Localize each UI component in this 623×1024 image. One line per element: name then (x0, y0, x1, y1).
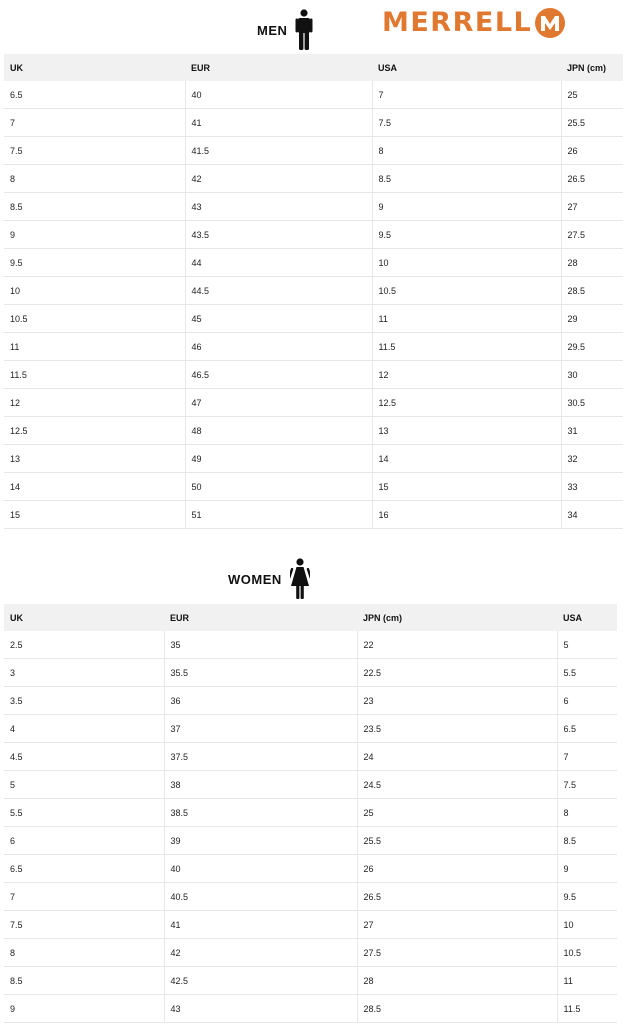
men-table-cell: 6.5 (4, 81, 185, 109)
men-table-cell: 11.5 (4, 361, 185, 389)
men-size-table (4, 54, 623, 529)
women-table-cell: 8 (557, 799, 617, 827)
women-table-row (4, 911, 617, 939)
men-table-row (4, 501, 623, 529)
men-header-row (4, 54, 623, 81)
men-table-cell: 10.5 (372, 277, 561, 305)
men-table-cell: 41.5 (185, 137, 372, 165)
men-table-cell: 13 (4, 445, 185, 473)
men-col-usa: USA (372, 54, 561, 81)
women-table-cell: 38 (164, 771, 357, 799)
women-table-cell: 23.5 (357, 715, 557, 743)
women-table-cell: 6.5 (557, 715, 617, 743)
merrell-logo (382, 6, 565, 40)
women-table-cell: 24 (357, 743, 557, 771)
women-table-cell: 6 (4, 827, 164, 855)
men-table-row (4, 417, 623, 445)
man-figure-icon (295, 9, 313, 51)
women-table-cell: 27.5 (357, 939, 557, 967)
men-table-cell: 10 (372, 249, 561, 277)
men-col-eur: EUR (185, 54, 372, 81)
women-table-cell: 11 (557, 967, 617, 995)
men-table-cell: 16 (372, 501, 561, 529)
men-table-cell: 30 (561, 361, 623, 389)
women-table-cell: 37.5 (164, 743, 357, 771)
women-table-cell: 43 (164, 995, 357, 1023)
men-table-cell: 31 (561, 417, 623, 445)
men-table-row (4, 221, 623, 249)
women-table-cell: 39 (164, 827, 357, 855)
women-section-header (228, 558, 310, 600)
men-table-cell: 11.5 (372, 333, 561, 361)
men-table-cell: 44.5 (185, 277, 372, 305)
women-table-cell: 24.5 (357, 771, 557, 799)
men-table-cell: 7.5 (4, 137, 185, 165)
women-table-cell: 9.5 (557, 883, 617, 911)
men-table-row (4, 109, 623, 137)
women-table-cell: 35.5 (164, 659, 357, 687)
women-table-cell: 7.5 (4, 911, 164, 939)
women-size-table (4, 604, 617, 1023)
women-table-cell: 6 (557, 687, 617, 715)
men-table-cell: 7 (372, 81, 561, 109)
women-table-cell: 26 (357, 855, 557, 883)
men-table-cell: 11 (372, 305, 561, 333)
women-table-cell: 28 (357, 967, 557, 995)
men-table-row (4, 305, 623, 333)
men-table-cell: 27 (561, 193, 623, 221)
women-header-row (4, 604, 617, 631)
women-table-row (4, 743, 617, 771)
men-table-row (4, 193, 623, 221)
men-table-cell: 46 (185, 333, 372, 361)
women-table-cell: 42 (164, 939, 357, 967)
men-table-cell: 9 (4, 221, 185, 249)
men-table-cell: 14 (372, 445, 561, 473)
men-table-cell: 33 (561, 473, 623, 501)
women-table-cell: 42.5 (164, 967, 357, 995)
women-table-cell: 8 (4, 939, 164, 967)
men-table-cell: 12 (372, 361, 561, 389)
women-table-cell: 7 (4, 883, 164, 911)
women-col-usa: USA (557, 604, 617, 631)
women-table-cell: 9 (4, 995, 164, 1023)
women-table-cell: 5.5 (4, 799, 164, 827)
men-table-cell: 11 (4, 333, 185, 361)
men-table-cell: 8 (372, 137, 561, 165)
women-table-cell: 5 (557, 631, 617, 659)
men-table-cell: 49 (185, 445, 372, 473)
men-table-cell: 26 (561, 137, 623, 165)
women-table-cell: 28.5 (357, 995, 557, 1023)
men-table-cell: 12.5 (372, 389, 561, 417)
men-section-header (257, 9, 313, 51)
men-table-cell: 15 (372, 473, 561, 501)
men-table-cell: 25.5 (561, 109, 623, 137)
men-table-row (4, 249, 623, 277)
women-table-cell: 25 (357, 799, 557, 827)
men-table-cell: 28 (561, 249, 623, 277)
women-table-cell: 9 (557, 855, 617, 883)
women-title: WOMEN (228, 571, 282, 587)
women-table-cell: 5 (4, 771, 164, 799)
men-table-cell: 26.5 (561, 165, 623, 193)
women-table-cell: 8.5 (557, 827, 617, 855)
men-table-row (4, 473, 623, 501)
men-table-cell: 8.5 (372, 165, 561, 193)
brand-m-badge-icon (535, 8, 565, 38)
women-table-cell: 10.5 (557, 939, 617, 967)
women-table-cell: 10 (557, 911, 617, 939)
women-table-cell: 37 (164, 715, 357, 743)
women-table-cell: 8.5 (4, 967, 164, 995)
women-table-cell: 23 (357, 687, 557, 715)
men-col-jpn: JPN (cm) (561, 54, 623, 81)
women-table-cell: 27 (357, 911, 557, 939)
men-table-cell: 25 (561, 81, 623, 109)
men-table-cell: 9.5 (372, 221, 561, 249)
men-table-cell: 43 (185, 193, 372, 221)
women-table-row (4, 631, 617, 659)
men-table-row (4, 137, 623, 165)
men-table-cell: 43.5 (185, 221, 372, 249)
women-col-jpn: JPN (cm) (357, 604, 557, 631)
men-table-cell: 8 (4, 165, 185, 193)
women-table-cell: 7.5 (557, 771, 617, 799)
women-table-cell: 41 (164, 911, 357, 939)
men-table-row (4, 165, 623, 193)
men-table-row (4, 361, 623, 389)
men-table-cell: 13 (372, 417, 561, 445)
men-table-cell: 51 (185, 501, 372, 529)
men-table-cell: 27.5 (561, 221, 623, 249)
men-table-cell: 10 (4, 277, 185, 305)
men-title: MEN (257, 22, 288, 38)
women-table-cell: 4 (4, 715, 164, 743)
men-table-cell: 46.5 (185, 361, 372, 389)
women-col-eur: EUR (164, 604, 357, 631)
men-table-cell: 45 (185, 305, 372, 333)
men-table-cell: 29 (561, 305, 623, 333)
brand-wordmark: MERRELL (382, 7, 533, 38)
men-table-cell: 12.5 (4, 417, 185, 445)
men-table-cell: 12 (4, 389, 185, 417)
men-table-cell: 48 (185, 417, 372, 445)
men-table-cell: 9 (372, 193, 561, 221)
women-table-row (4, 799, 617, 827)
women-table-row (4, 967, 617, 995)
women-table-row (4, 995, 617, 1023)
men-table-cell: 41 (185, 109, 372, 137)
women-table-cell: 11.5 (557, 995, 617, 1023)
women-table-cell: 40.5 (164, 883, 357, 911)
men-table-row (4, 389, 623, 417)
women-table-row (4, 939, 617, 967)
men-table-cell: 9.5 (4, 249, 185, 277)
women-table-cell: 5.5 (557, 659, 617, 687)
men-table-row (4, 277, 623, 305)
women-table-row (4, 659, 617, 687)
men-col-uk: UK (4, 54, 185, 81)
men-table-cell: 10.5 (4, 305, 185, 333)
women-table-cell: 6.5 (4, 855, 164, 883)
women-table-row (4, 771, 617, 799)
women-table-cell: 7 (557, 743, 617, 771)
women-table-row (4, 855, 617, 883)
women-col-uk: UK (4, 604, 164, 631)
women-table-row (4, 827, 617, 855)
men-table-cell: 7.5 (372, 109, 561, 137)
men-table-row (4, 445, 623, 473)
women-table-row (4, 715, 617, 743)
women-table-cell: 36 (164, 687, 357, 715)
men-table-cell: 40 (185, 81, 372, 109)
men-table-cell: 50 (185, 473, 372, 501)
women-table-cell: 22 (357, 631, 557, 659)
women-table-row (4, 883, 617, 911)
men-table-row (4, 333, 623, 361)
men-table-cell: 15 (4, 501, 185, 529)
women-table-cell: 25.5 (357, 827, 557, 855)
men-table-cell: 42 (185, 165, 372, 193)
women-table-cell: 4.5 (4, 743, 164, 771)
women-table-cell: 26.5 (357, 883, 557, 911)
men-table-cell: 47 (185, 389, 372, 417)
women-table-cell: 2.5 (4, 631, 164, 659)
men-table-row (4, 81, 623, 109)
women-table-cell: 35 (164, 631, 357, 659)
women-table-row (4, 687, 617, 715)
men-table-cell: 30.5 (561, 389, 623, 417)
men-table-cell: 34 (561, 501, 623, 529)
men-table-cell: 32 (561, 445, 623, 473)
men-table-cell: 28.5 (561, 277, 623, 305)
men-table-cell: 44 (185, 249, 372, 277)
women-table-cell: 3 (4, 659, 164, 687)
women-table-cell: 38.5 (164, 799, 357, 827)
men-table-cell: 7 (4, 109, 185, 137)
women-table-cell: 3.5 (4, 687, 164, 715)
men-table-cell: 8.5 (4, 193, 185, 221)
men-table-cell: 29.5 (561, 333, 623, 361)
woman-figure-icon (290, 558, 310, 600)
women-table-cell: 22.5 (357, 659, 557, 687)
men-table-cell: 14 (4, 473, 185, 501)
women-table-cell: 40 (164, 855, 357, 883)
